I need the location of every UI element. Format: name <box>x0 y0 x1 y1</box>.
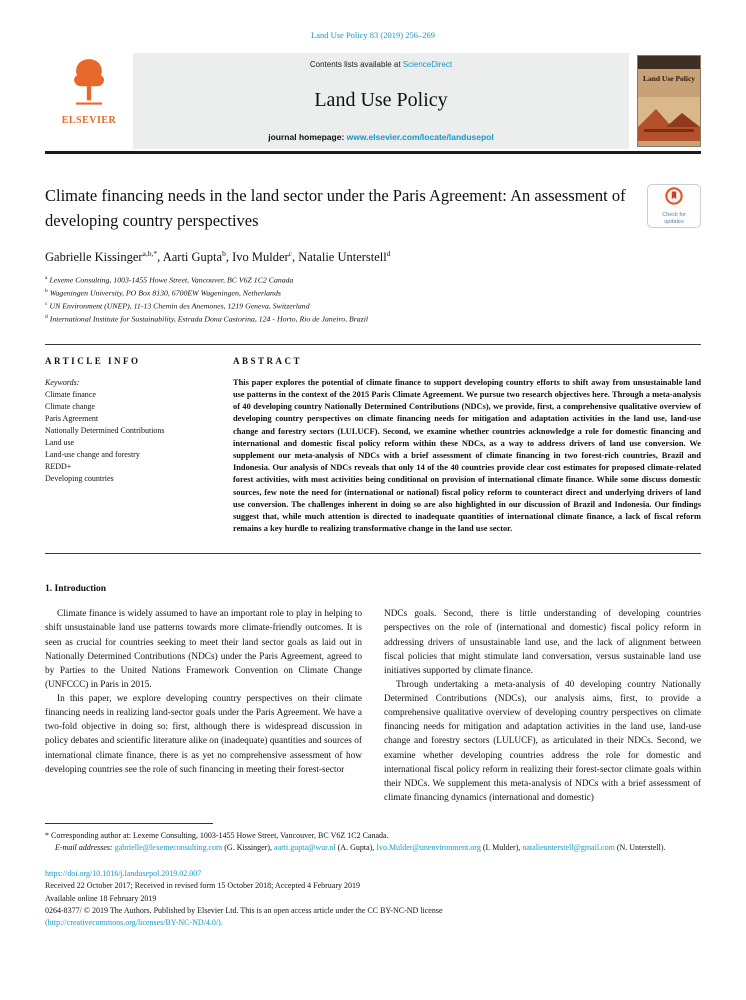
publication-info-block <box>45 868 701 930</box>
email-suffix: (I. Mulder), <box>480 843 523 853</box>
contents-prefix: Contents lists available at <box>309 60 403 69</box>
doi-link[interactable]: https://doi.org/10.1016/j.landusepol.2019.02.007 <box>45 868 202 878</box>
elsevier-wordmark: ELSEVIER <box>61 115 117 126</box>
email-link[interactable]: gabrielle@lexemeconsulting.com <box>114 843 223 853</box>
author-separator: , <box>292 249 299 264</box>
check-for-updates-badge[interactable] <box>647 184 701 228</box>
body-paragraph: Through undertaking a meta-analysis of 40 developing country Nationally Determined Contributions (NDCs), our analysis aims, first, to provide a comprehensive qualitative overview of developing country perspectives on climate financing needs for mitigation and adaptation activities in the land use, land-use change and forestry sectors (LULUCF), as articulated in their NDCs. Second, we examine whether developing countries address the role for domestic and international fiscal policy reform in realizing their forest-sector climate goals within their NDCs. We supplement this meta-analysis of NDCs with a brief assessment of climate financing dynamics (international and domestic) <box>384 679 701 803</box>
abstract-text: This paper explores the potential of climate finance to support developing country efforts to shift away from unsustainable land use patterns in the context of the 2015 Paris Climate Agreement. We pursue two research objectives here. Through a meta-analysis of 40 developing country Nationally Determined Contributions (NDCs), we provide, first, a comprehensive qualitative overview of developing country perspectives on climate financing needs for mitigation and adaptation activities in the land use, land-use change and forestry sectors (LULUCF). Second, we examine whether countries acknowledge a role for domestic financing and international and domestic fiscal policy reform within these NDCs, as a way to address drivers of land use conversion. We supplement our meta-analysis of NDCs with a brief assessment of climate financing in two forest-rich countries, Brazil and Indonesia. Our analysis of NDCs reveals that only 14 of the 40 countries provide clear cost estimates for proposed climate-related forest activities, with most activities being conditional on provision of international climate finance. While some discuss domestic sources, few note the need for (international or national) fiscal policy reform to counteract direct and underlying drivers of land use conversion. The challenges inherent in doing so are also highlighted in our discussion of Brazil and Indonesia. Our findings suggest that, while much attention is directed to inadequate quantities of international climate finance, a lack of fiscal reform remains a key hurdle to realizing transformative change in the land use sector. <box>233 377 701 534</box>
keyword-item: Land-use change and forestry <box>45 449 140 459</box>
affiliation-text: UN Environment (UNEP), 11-13 Chemin des Anemones, 1219 Geneva, Switzerland <box>49 301 310 311</box>
email-link[interactable]: Ivo.Mulder@unenvironment.org <box>376 843 481 853</box>
footnote-divider-rule <box>45 823 213 824</box>
author-name: Aarti Gupta <box>162 249 223 264</box>
author-separator: , <box>157 249 163 264</box>
body-paragraph: NDCs goals. Second, there is little understanding of developing countries perspectives on the role of (international and domestic) fiscal policy reform in addressing drivers of unsustainable land use, and the lack of alignment between fiscal policies that might stimulate land conversation, versus sustainable land use initiatives supported by climate finance. <box>384 609 701 676</box>
title-row <box>45 184 701 234</box>
check-for-updates-label: Check for updates <box>662 211 686 225</box>
journal-title: Land Use Policy <box>314 89 448 111</box>
author-line <box>45 249 701 265</box>
author-sup: d <box>386 248 391 258</box>
banner-center <box>133 53 629 149</box>
homepage-label: journal homepage: <box>268 132 347 142</box>
affiliation-text: Lexeme Consulting, 1003-1455 Howe Street, Vancouver, BC V6Z 1C2 Canada <box>49 275 294 285</box>
author-name: Natalie Unterstell <box>298 249 387 264</box>
journal-banner <box>45 53 701 149</box>
author-sup: a,b,* <box>142 248 158 258</box>
affiliation-line <box>45 274 701 287</box>
keyword-item: Climate finance <box>45 389 96 399</box>
keywords-label: Keywords: <box>45 377 80 387</box>
affiliation-line <box>45 300 701 313</box>
author-name: Gabrielle Kissinger <box>45 249 143 264</box>
introduction-section <box>45 584 701 805</box>
journal-cover-thumbnail[interactable] <box>637 55 701 147</box>
elsevier-logo-block[interactable] <box>45 53 133 149</box>
cover-top-band <box>638 56 700 69</box>
affiliation-text: Wageningen University, PO Box 8130, 6700EW Wageningen, Netherlands <box>49 288 281 298</box>
cover-title: Land Use Policy <box>642 74 696 83</box>
sciencedirect-link[interactable]: ScienceDirect <box>402 60 453 69</box>
affiliation-line <box>45 313 701 326</box>
affiliation-text: International Institute for Sustainability, Estrada Dona Castorina, 124 - Horto, Rio de Janeiro, Brazil <box>49 314 369 324</box>
affiliation-sup: a <box>45 274 48 281</box>
email-suffix: (A. Gupta), <box>335 843 377 853</box>
article-info-column <box>45 356 221 535</box>
keyword-item: Climate change <box>45 401 95 411</box>
affiliations-block <box>45 274 701 326</box>
section-heading: 1. Introduction <box>45 584 107 595</box>
cover-art-illustration <box>638 97 700 146</box>
journal-citation: Land Use Policy 83 (2019) 256–269 <box>311 30 435 40</box>
affiliation-line <box>45 287 701 300</box>
body-column-left <box>45 607 362 805</box>
email-label: E-mail addresses: <box>55 843 115 853</box>
email-suffix: (N. Unterstell). <box>614 843 666 853</box>
email-link[interactable]: aarti.gupta@wur.nl <box>274 843 336 853</box>
abstract-column <box>221 356 701 535</box>
keyword-item: Developing countries <box>45 473 114 483</box>
homepage-url-link[interactable]: www.elsevier.com/locate/landusepol <box>346 132 494 142</box>
email-suffix: (G. Kissinger), <box>222 843 275 853</box>
banner-right <box>629 53 701 149</box>
body-column-right <box>384 607 701 805</box>
keyword-item: Land use <box>45 437 75 447</box>
keyword-item: REDD+ <box>45 461 72 471</box>
affiliation-sup: c <box>45 300 48 307</box>
contents-line <box>141 60 621 69</box>
article-info-heading: ARTICLE INFO <box>45 355 141 366</box>
body-paragraph: In this paper, we explore developing country perspectives on their climate financing needs in realizing land-sector goals under the Paris Agreement. We have a two-fold objective in doing so: first, although there is widespread discussion in policy debates and scientific literature alike on (inadequate) quantities and sources of international climate finance, there is as yet no comprehensive assessment of how developing countries see the role of such financing in meeting their forest-sector <box>45 694 362 775</box>
email-addresses-note <box>45 842 701 854</box>
elsevier-tree-icon <box>67 57 111 114</box>
abstract-heading: ABSTRACT <box>233 355 303 366</box>
footnote-area <box>45 823 701 855</box>
body-columns <box>45 607 701 805</box>
corresponding-author-note: * Corresponding author at: Lexeme Consulting, 1003-1455 Howe Street, Vancouver, BC V6Z 1C2 Canada. <box>45 831 389 841</box>
author-separator: , <box>225 249 233 264</box>
crossmark-icon <box>665 187 683 210</box>
affiliation-sup: d <box>45 313 48 320</box>
article-title: Climate financing needs in the land sector under the Paris Agreement: An assessment of developing country perspectives <box>45 186 626 230</box>
copyright-text: 0264-8377/ © 2019 The Authors. Published by Elsevier Ltd. This is an open access article under the CC BY-NC-ND license <box>45 906 443 916</box>
author-sup: b <box>222 248 226 258</box>
received-dates: Received 22 October 2017; Received in revised form 15 October 2018; Accepted 4 February 2019 <box>45 881 361 891</box>
available-online: Available online 18 February 2019 <box>45 893 157 903</box>
author-sup: c <box>288 248 292 258</box>
homepage-line <box>141 132 621 142</box>
email-link[interactable]: natalieunterstell@gmail.com <box>522 843 615 853</box>
license-url-link[interactable]: (http://creativecommons.org/licenses/BY-NC-ND/4.0/). <box>45 918 223 928</box>
header-divider-rule <box>45 151 701 154</box>
body-paragraph: Climate finance is widely assumed to have an important role to play in helping to shift unsustainable land use patterns towards more climate-friendly outcomes. It is seen as crucial for countries seeking to meet their land sector goals as laid out in Nationally Determined Contributions (NDCs) under the Paris Agreement, agreed to by Parties to the United Nations Framework Convention on Climate Change (UNFCCC) in Paris in 2015. <box>45 609 362 690</box>
affiliation-sup: b <box>45 287 48 294</box>
author-name: Ivo Mulder <box>232 249 289 264</box>
keyword-item: Nationally Determined Contributions <box>45 425 165 435</box>
article-info-abstract-box <box>45 344 701 554</box>
keyword-item: Paris Agreement <box>45 413 99 423</box>
copyright-line <box>45 905 701 930</box>
